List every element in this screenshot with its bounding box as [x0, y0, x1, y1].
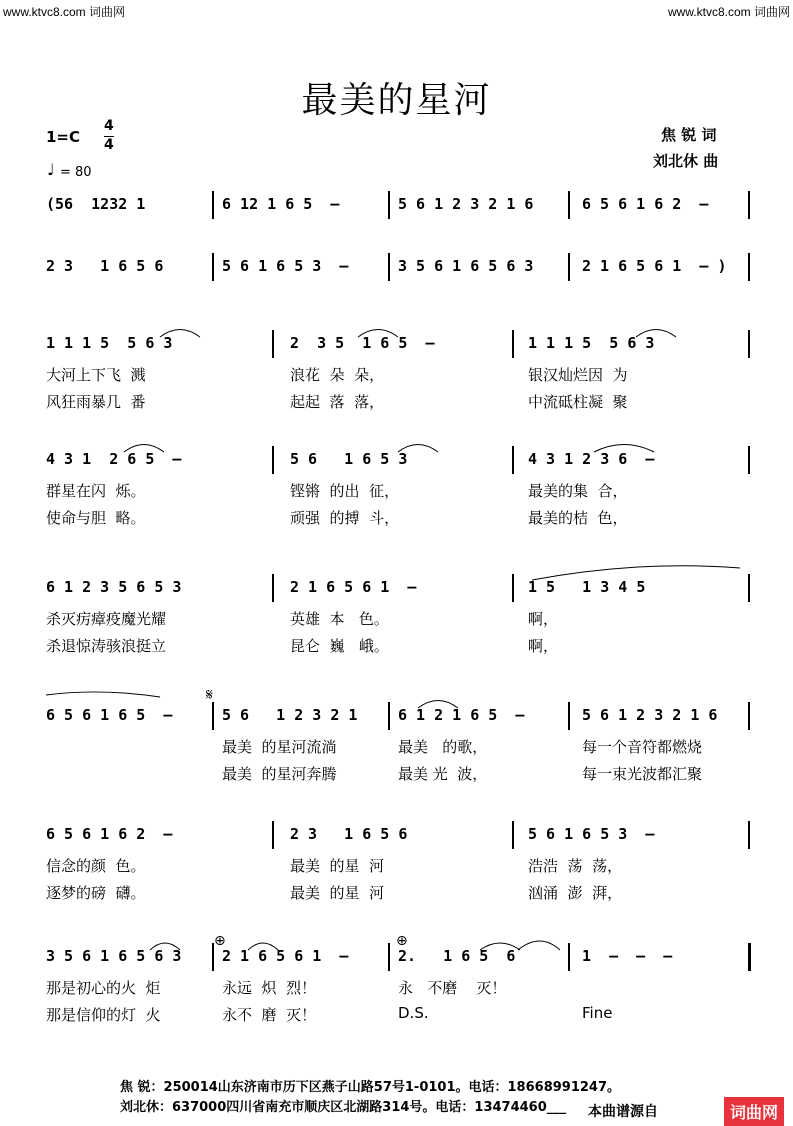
site-watermark-left: www.ktvc8.com 词曲网 — [3, 5, 126, 19]
measure-notes: 3 5 6 1 6 5 6 3 — [398, 257, 534, 275]
segno-icon: 𝄋 — [206, 685, 213, 704]
lyric-verse-1: 永 不磨 灭！ — [398, 979, 507, 997]
lyric-verse-1: 最美 的星 河 — [290, 857, 385, 875]
coda-icon: ⊕ — [214, 933, 226, 949]
lyric-verse-1: 英雄 本 色。 — [290, 610, 389, 628]
lyric-verse-2: 使命与胆 略。 — [46, 509, 146, 527]
lyric-verse-1: 银汉灿烂因 为 — [528, 366, 628, 384]
song-title: 最美的星河 — [301, 80, 492, 121]
key-signature: 1=C — [46, 128, 81, 146]
lyric-verse-1: 那是初心的火 炬 — [46, 979, 161, 997]
source-note: 本曲谱源自 — [588, 1104, 658, 1120]
measure-notes: 1 – – – — [582, 947, 673, 965]
bar-line — [748, 330, 750, 358]
lyric-verse-2: 每一束光波都汇聚 — [582, 765, 703, 783]
measure-notes: 2 3 1 6 5 6 — [46, 257, 164, 275]
lyric-verse-1: 群星在闪 烁。 — [46, 482, 146, 500]
measure-notes: 5 6 1 6 5 3 – — [222, 257, 349, 275]
bar-line — [272, 330, 274, 358]
measure-notes: 1 1 1 5 5 6 3 — [46, 334, 173, 352]
lyric-verse-1: 大河上下飞 溅 — [46, 366, 146, 384]
measure-notes: 1 1 1 5 5 6 3 — [528, 334, 655, 352]
lyric-verse-2: 顽强 的搏 斗， — [290, 509, 400, 527]
lyric-verse-1: 最美 的歌， — [398, 738, 488, 756]
measure-notes: 6 12 1 6 5 – — [222, 195, 340, 213]
lyric-verse-2: 风狂雨暴几 番 — [46, 393, 146, 411]
lyric-verse-2: 最美 光 波， — [398, 765, 488, 783]
lyric-verse-2: 那是信仰的灯 火 — [46, 1006, 161, 1024]
measure-notes: 2 1 6 5 6 1 – — [290, 578, 417, 596]
lyric-verse-1: 啊， — [528, 610, 559, 628]
bar-line — [212, 943, 214, 971]
bar-line — [568, 191, 570, 219]
slur-mark — [518, 941, 560, 950]
bar-line — [748, 446, 750, 474]
time-signature-top: 4 — [104, 118, 114, 134]
lyric-verse-1: 信念的颜 色。 — [46, 857, 146, 875]
measure-notes: 2 3 5 1 6 5 – — [290, 334, 435, 352]
coda-icon: ⊕ — [396, 933, 408, 949]
lyric-verse-2: 起起 落 落， — [290, 393, 385, 411]
measure-notes: 6 5 6 1 6 2 – — [46, 825, 173, 843]
measure-notes: (56 1232 1 — [46, 195, 146, 213]
measure-notes: 5 6 1 2 3 2 1 — [222, 706, 358, 724]
bar-line — [212, 702, 214, 730]
lyric-verse-2: 最美的桔 色， — [528, 509, 628, 527]
bar-line — [748, 821, 750, 849]
lyric-verse-1: 浪花 朵 朵， — [290, 366, 385, 384]
bar-line — [272, 446, 274, 474]
measure-notes: 6 5 6 1 6 5 – — [46, 706, 173, 724]
lyric-verse-2: 最美 的星 河 — [290, 884, 385, 902]
bar-line — [388, 702, 390, 730]
measure-notes: 3 5 6 1 6 5 6 3 — [46, 947, 182, 965]
time-signature-bottom: 4 — [104, 137, 114, 153]
bar-line — [512, 821, 514, 849]
measure-notes: 2 1 6 5 6 1 – — [222, 947, 349, 965]
bar-line — [388, 253, 390, 281]
quarter-note-icon: ♩ — [47, 160, 55, 179]
lyric-verse-1: 杀灭疠瘴疫魔光耀 — [46, 610, 167, 628]
bar-line — [748, 191, 750, 219]
lyric-verse-1: 永远 炽 烈！ — [222, 979, 317, 997]
lyric-verse-2: 逐梦的磅 礴。 — [46, 884, 146, 902]
lyric-verse-2: 汹涌 澎 湃， — [528, 884, 623, 902]
measure-notes: 2. 1 6 5 6 — [398, 947, 516, 965]
slur-mark — [46, 692, 160, 697]
lyric-verse-1: 浩浩 荡 荡， — [528, 857, 623, 875]
bar-line — [212, 253, 214, 281]
measure-notes: 5 6 1 2 3 2 1 6 — [582, 706, 718, 724]
measure-notes: 4 3 1 2 6 5 – — [46, 450, 182, 468]
measure-notes: 2 1 6 5 6 1 – ) — [582, 257, 727, 275]
lyricist: 焦 锐 词 — [661, 126, 717, 144]
bar-line — [748, 702, 750, 730]
footer-contact-1: 焦 锐：250014山东济南市历下区燕子山路57号1-0101。电话：18668991247。 — [120, 1080, 621, 1095]
bar-line — [512, 446, 514, 474]
bar-line — [512, 330, 514, 358]
site-logo: 词曲网 — [724, 1097, 784, 1126]
measure-notes: 1 5 1 3 4 5 — [528, 578, 646, 596]
lyric-verse-2: Fine — [582, 1004, 613, 1022]
bar-line — [568, 943, 570, 971]
lyric-verse-2: 啊， — [528, 637, 559, 655]
measure-notes: 2 3 1 6 5 6 — [290, 825, 408, 843]
lyric-verse-2: 最美 的星河奔腾 — [222, 765, 337, 783]
lyric-verse-2: D.S. — [398, 1004, 429, 1022]
bar-line — [748, 943, 751, 971]
bar-line — [748, 574, 750, 602]
measure-notes: 5 6 1 2 3 2 1 6 — [398, 195, 534, 213]
measure-notes: 4 3 1 2 3 6 – — [528, 450, 655, 468]
lyric-verse-1: 最美的集 合， — [528, 482, 628, 500]
lyric-verse-1: 铿锵 的出 征， — [290, 482, 400, 500]
bar-line — [212, 191, 214, 219]
lyric-verse-1: 最美 的星河流淌 — [222, 738, 337, 756]
bar-line — [568, 253, 570, 281]
bar-line — [568, 702, 570, 730]
bar-line — [272, 821, 274, 849]
bar-line — [272, 574, 274, 602]
lyric-verse-2: 中流砥柱凝 聚 — [528, 393, 628, 411]
bar-line — [388, 191, 390, 219]
measure-notes: 6 1 2 1 6 5 – — [398, 706, 525, 724]
footer-contact-2: 刘北休：637000四川省南充市顺庆区北湖路314号。电话：13474460___ — [120, 1100, 567, 1115]
lyric-verse-2: 昆仑 巍 峨。 — [290, 637, 389, 655]
bar-line — [748, 253, 750, 281]
measure-notes: 5 6 1 6 5 3 – — [528, 825, 655, 843]
bar-line — [388, 943, 390, 971]
measure-notes: 6 5 6 1 6 2 – — [582, 195, 709, 213]
tempo-mark: = 80 — [60, 165, 92, 180]
bar-line — [512, 574, 514, 602]
lyric-verse-2: 永不 磨 灭！ — [222, 1006, 317, 1024]
measure-notes: 5 6 1 6 5 3 — [290, 450, 408, 468]
lyric-verse-2: 杀退惊涛骇浪挺立 — [46, 637, 167, 655]
composer: 刘北休 曲 — [653, 152, 719, 170]
site-watermark-right: www.ktvc8.com 词曲网 — [667, 5, 790, 19]
lyric-verse-1: 每一个音符都燃烧 — [582, 738, 703, 756]
measure-notes: 6 1 2 3 5 6 5 3 — [46, 578, 182, 596]
